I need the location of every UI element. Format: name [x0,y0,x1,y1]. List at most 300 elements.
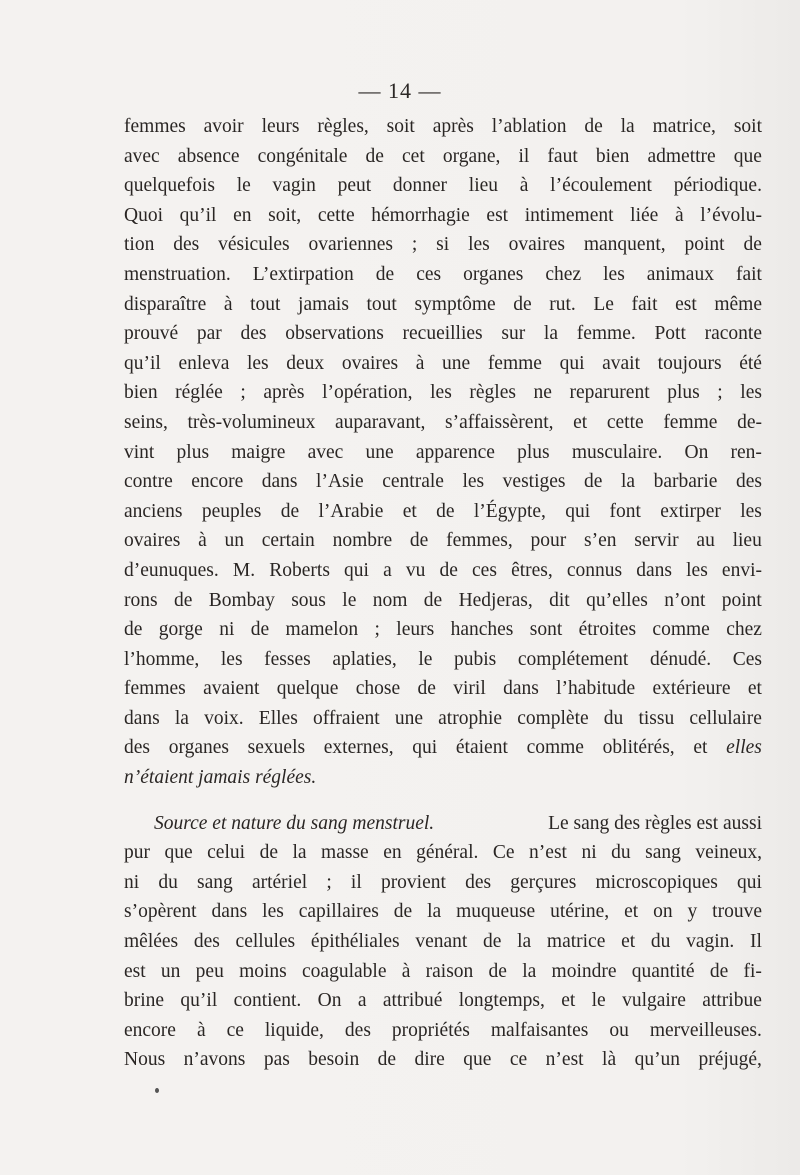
text-line [124,704,762,734]
word: à [196,1019,206,1041]
word: tout [250,293,281,315]
word: jamais [298,293,349,315]
word: n’avons [183,1049,246,1071]
word: dit [549,589,570,611]
word: n’ont [664,589,706,611]
word: du [603,707,624,729]
word: fait [735,263,762,285]
word: Ce [492,842,515,864]
word: ; [240,382,246,404]
text-line [124,201,762,231]
text-line [124,556,762,586]
word: merveilleuses. [649,1019,762,1041]
word: du [650,931,671,953]
word: organe, [442,145,501,167]
word: oblitérés, [602,737,675,759]
word: microscopiques [595,871,718,893]
word: offraient [312,707,380,729]
text-line [124,408,762,438]
word: nombre [332,530,393,552]
word: du [158,871,178,893]
word: le [236,175,251,197]
word: anciens [124,500,183,522]
word: raconte [704,323,762,345]
word: à [223,293,233,315]
word: femmes [124,678,186,700]
text-line [124,957,762,987]
word: et [561,990,576,1012]
word: pubis [454,648,497,670]
word: de [409,530,429,552]
word: ovariennes [308,234,393,256]
word: réglée [175,382,223,404]
word: de [488,960,507,982]
word: si [436,234,450,256]
word: qu’un [634,1049,681,1071]
word: règles, [317,116,369,137]
text-line [124,526,762,556]
word: lieu [732,530,762,552]
word: de [436,500,455,522]
word: que [733,145,762,167]
word: général. [416,842,479,864]
word: après [263,382,305,404]
word: du [611,842,631,864]
word: chez [726,619,762,641]
word: trouve [712,901,762,923]
word: que [164,842,193,864]
word: L’extirpation [252,263,354,285]
word: la [620,471,636,493]
word: soit, [268,204,302,226]
text-line [124,290,762,320]
word: est [675,293,697,315]
word: de [393,901,413,923]
word: vésicules [218,234,290,256]
word: symptôme [414,293,496,315]
word: ; [326,871,332,893]
word: femme [487,352,542,374]
word: contient. [233,990,302,1012]
word: qui [344,559,369,581]
word: de [439,559,458,581]
word: en [383,842,402,864]
text-line [124,1045,762,1075]
word: même [714,293,762,315]
word: provient [380,871,446,893]
word: de [375,263,395,285]
word: M. [232,559,256,581]
word: viril [453,678,486,700]
word: est [486,204,509,226]
word: donner [392,175,448,197]
word: auparavant, [334,411,426,433]
word: les [462,471,485,493]
word: soit [386,116,415,137]
word: leurs [261,116,300,137]
word: fait [631,293,658,315]
word: épithéliales [310,931,400,953]
word: dire [414,1049,445,1071]
word: y [687,901,698,923]
word: masse [321,842,369,864]
word: l’Égypte, [473,500,546,522]
word: ni [581,842,597,864]
word: sur [501,323,526,345]
word: et [402,500,417,522]
word: seins, [124,411,168,433]
word: fesses [264,648,311,670]
word: gorge [158,619,203,641]
word: plus [667,382,700,404]
word: et [573,411,588,433]
word: observations [285,323,384,345]
text-line [124,467,762,497]
text-line [124,897,762,927]
word: peu [195,960,224,982]
word: comme [652,619,710,641]
word: Bombay [208,589,275,611]
word: l’habitude [556,678,636,700]
word: ovaires [341,352,399,374]
word: peuples [201,500,262,522]
word: la [174,707,189,729]
word: de [124,619,143,641]
word: vestiges [502,471,566,493]
word: l’Arabie [318,500,384,522]
word: ; [411,234,418,256]
word: que [463,1049,492,1071]
word: aplaties, [332,648,397,670]
word: et [624,901,639,923]
word: ni [219,619,235,641]
word: rons [124,589,158,611]
word: l’écoulement [550,175,652,197]
word: liquide, [264,1019,324,1041]
word: gerçures [510,871,577,893]
body-text [124,112,762,1075]
word: la [522,960,537,982]
word: nom [372,589,408,611]
word: Elles [258,707,298,729]
word: Hedjeras, [458,589,533,611]
word: des [173,234,200,256]
word: menstruation. [124,263,231,285]
text-line [124,112,762,142]
word: besoin [308,1049,360,1071]
word: les [262,901,284,923]
word: est [124,960,146,982]
word: des [193,931,220,953]
word: On [684,441,709,463]
word: des [735,471,762,493]
word: extérieure [652,678,731,700]
word: la [292,842,307,864]
word: raison [425,960,474,982]
word: l’ablation [491,116,567,137]
word: connus [566,559,623,581]
word: qu’il [180,990,218,1012]
word: certain [261,530,315,552]
word: avoir [203,116,244,137]
word: par [196,323,222,345]
word: une [365,441,394,463]
word: contre [124,471,173,493]
word: les [220,648,243,670]
word: on [653,901,673,923]
word: qui [559,352,585,374]
word: admettre [647,145,716,167]
word: malfaisantes [490,1019,589,1041]
paragraph-gap [124,793,762,809]
word: tout [366,293,397,315]
word: servir [634,530,679,552]
word: le [418,648,433,670]
word: Ces [732,648,762,670]
word: un [224,530,244,552]
italic-phrase: n’étaient jamais réglées. [124,767,317,789]
text-line [124,349,762,379]
word: reparurent [569,382,650,404]
word: intimement [524,204,614,226]
word: muqueuse [456,901,536,923]
word: brine [124,990,165,1012]
word: dans [636,559,672,581]
text-line [124,1016,762,1046]
paragraph-2 [124,838,762,1075]
word: préjugé, [698,1049,762,1071]
word: au [696,530,715,552]
text-line [124,674,762,704]
word: point [684,234,725,256]
word: mamelon [285,619,359,641]
word: s’en [583,530,617,552]
word: de [423,589,443,611]
word: liée [630,204,659,226]
word: plus [517,441,550,463]
word: les [740,500,762,522]
word: cette [317,204,355,226]
word: soit [733,116,762,137]
word: à [415,352,425,374]
word: font [609,500,641,522]
word: qu’il [124,352,161,374]
word: ce [509,1049,528,1071]
text-line [124,927,762,957]
word: ; [374,619,380,641]
text-line [124,809,762,839]
word: ; [717,382,723,404]
word: avec [124,145,160,167]
word: matrice, [652,116,716,137]
word: et [621,931,636,953]
word: Roberts [269,559,330,581]
word: a [357,990,367,1012]
word: Quoi [124,204,163,226]
word: recueillies [402,323,483,345]
word: il [350,871,362,893]
word: de [743,234,762,256]
word: hanches [450,619,514,641]
word: chez [545,263,582,285]
word: veineux, [695,842,762,864]
word: l’homme, [124,648,200,670]
word: n’est [529,842,567,864]
word: très-volumineux [187,411,316,433]
word: tion [124,234,155,256]
word: extirper [660,500,721,522]
word: n’est [545,1049,584,1071]
word: qui [412,737,438,759]
word: à [401,960,411,982]
word: qui [565,500,591,522]
word: l’évolu- [700,204,762,226]
text-line [124,586,762,616]
text-line [124,497,762,527]
word: à [198,530,207,552]
word: maigre [231,441,286,463]
word: sang [645,842,681,864]
word: venant [415,931,468,953]
word: centrale [382,471,444,493]
word: dans [261,471,298,493]
word: de [584,471,603,493]
word: et [693,737,708,759]
word: organes [168,737,229,759]
word: bien [595,145,630,167]
word: à [674,204,684,226]
word: vu [405,559,426,581]
word: fi- [743,960,762,982]
word: propriétés [391,1019,470,1041]
word: les [430,382,452,404]
word: On [317,990,342,1012]
word: la [543,323,558,345]
page-number: — 14 — [358,78,442,103]
word: de [584,116,603,137]
word: ni [124,871,140,893]
text-segment: Le sang des règles est aussi [548,812,762,834]
text-line [124,260,762,290]
word: sous [291,589,326,611]
word: avait [602,352,641,374]
word: étaient [455,737,508,759]
text-line [124,615,762,645]
word: une [394,707,424,729]
word: atrophie [438,707,503,729]
word: dans [503,678,539,700]
word: de [173,589,193,611]
word: utérine, [550,901,610,923]
ink-speck [155,1088,159,1093]
word: d’eunuques. [124,559,219,581]
word: étroites [578,619,637,641]
word: femme. [576,323,636,345]
word: disparaître [124,293,207,315]
word: point [721,589,762,611]
word: ces [416,263,442,285]
word: lieu [468,175,499,197]
word: ou [609,1019,629,1041]
text-line [124,645,762,675]
word: des [465,871,492,893]
word: ne [533,382,552,404]
text-line [124,319,762,349]
word: envi- [721,559,762,581]
word: ovaires [124,530,181,552]
italic-word: elles [726,737,762,759]
word: le [342,589,357,611]
word: dans [211,901,248,923]
word: musculaire. [571,441,663,463]
text-line [124,868,762,898]
word: l’Asie [316,471,364,493]
text-line [124,986,762,1016]
word: Pott [654,323,686,345]
word: femmes [124,116,186,137]
word: la [620,116,635,137]
word: deux [286,352,325,374]
word: complétement [517,648,629,670]
text-line [124,733,762,763]
word: qu’elles [586,589,648,611]
word: les [468,234,490,256]
word: qui [737,871,762,893]
word: congénitale [257,145,348,167]
text-line [124,230,762,260]
word: de [377,1049,397,1071]
word: Le [593,293,614,315]
word: les [246,352,269,374]
word: voix. [204,707,244,729]
word: il [518,145,530,167]
word: matrice [546,931,606,953]
word: un [160,960,181,982]
word: Nous [124,1049,166,1071]
word: ces [472,559,497,581]
word: manquent, [583,234,666,256]
word: rut. [549,293,576,315]
word: peut [337,175,372,197]
word: coagulable [302,960,387,982]
word: le [591,990,606,1012]
text-line [124,763,762,793]
word: ren- [730,441,762,463]
word: celui [207,842,246,864]
word: complète [517,707,589,729]
word: à [519,175,529,197]
word: attribue [702,990,762,1012]
word: bien [124,382,158,404]
text-line [124,438,762,468]
word: et [747,678,762,700]
word: cette [606,411,644,433]
word: s’opèrent [124,901,197,923]
word: avaient [203,678,260,700]
word: les [740,382,762,404]
word: s’affaissèrent, [445,411,554,433]
word: vulgaire [622,990,686,1012]
word: qu’il [179,204,217,226]
word: prouvé [124,323,179,345]
word: de [709,960,729,982]
word: femmes, [446,530,513,552]
word: apparence [415,441,495,463]
word: les [686,559,708,581]
word: hémorrhagie [371,204,470,226]
word: cellulaire [689,707,762,729]
word: avec [307,441,344,463]
